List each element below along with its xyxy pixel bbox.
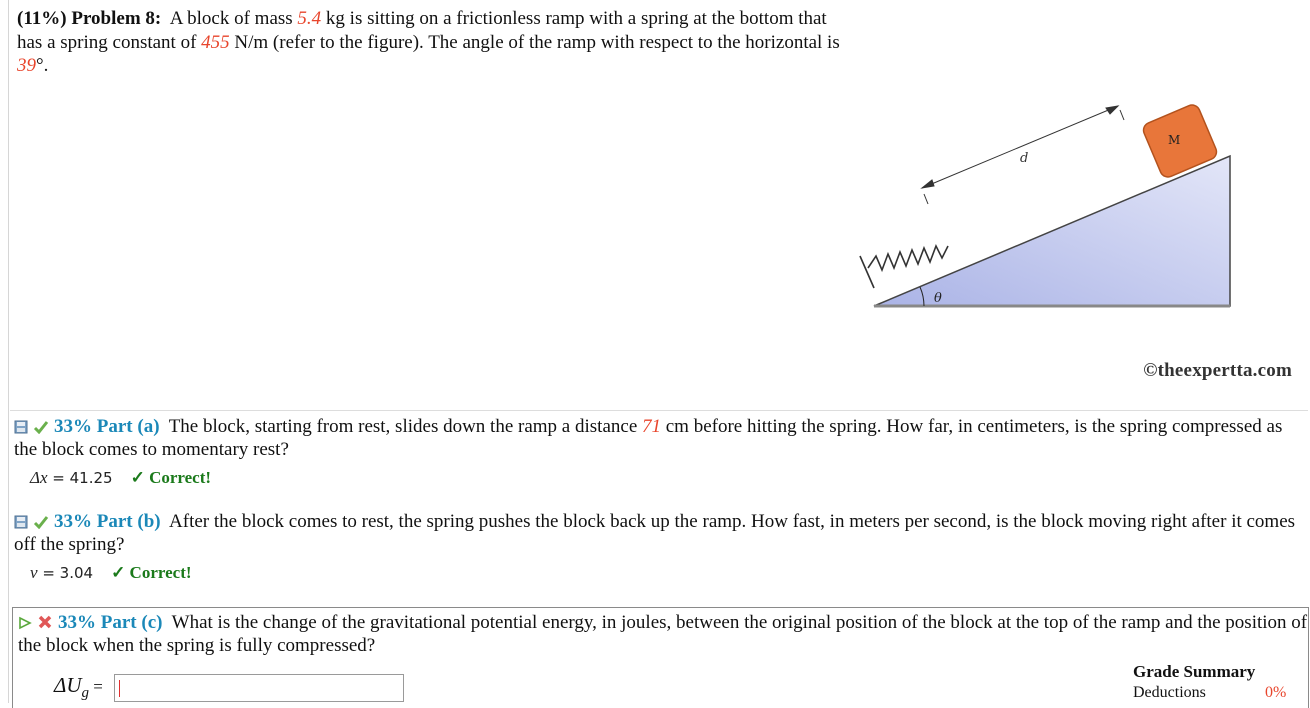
part-a xyxy=(14,415,1304,461)
problem-text-2: kg is sitting on a frictionless ramp with a spring at the bottom that has a spring constant of xyxy=(17,8,827,53)
check-icon xyxy=(33,515,49,529)
part-b-answer xyxy=(30,563,192,583)
part-b-correct: ✓ Correct! xyxy=(111,563,192,582)
part-b-answer-value: = 3.04 xyxy=(37,564,94,582)
mass-value: 5.4 xyxy=(297,8,322,29)
part-a-correct: ✓ Correct! xyxy=(130,468,212,487)
text-cursor xyxy=(119,680,120,697)
spring-constant-value: 455 xyxy=(201,31,230,53)
angle-label: θ xyxy=(934,291,942,306)
deductions-label: Deductions xyxy=(1133,684,1206,701)
separator xyxy=(10,410,1308,411)
problem-header: (11%) Problem 8: xyxy=(17,8,162,29)
part-a-distance: 71 xyxy=(642,416,661,437)
part-b-text: After the block comes to rest, the spring pushes the block back up the ramp. How fast, in meters per second, is the block moving right after it comes off the spring? xyxy=(14,511,1296,555)
part-c xyxy=(18,611,1308,657)
part-b xyxy=(14,510,1304,556)
problem-statement xyxy=(17,7,847,78)
part-a-text-2: cm before hitting the spring. How far, in centimeters, is the spring compressed as the block comes to momentary rest? xyxy=(14,416,1283,460)
part-c-text: What is the change of the gravitational potential energy, in joules, between the original position of the block at the top of the ramp and the position of the block when the spring is fully compressed? xyxy=(18,612,1308,656)
part-b-answer-var: v xyxy=(30,563,38,582)
check-icon xyxy=(33,420,49,434)
play-arrow-icon[interactable] xyxy=(18,616,32,630)
cross-icon xyxy=(37,614,53,630)
ramp-figure xyxy=(848,96,1248,326)
save-icon[interactable] xyxy=(14,420,28,434)
ramp xyxy=(874,156,1230,306)
problem-text-4: °. xyxy=(36,55,49,76)
problem-text-1: A block of mass xyxy=(169,8,298,29)
save-icon[interactable] xyxy=(14,515,28,529)
angle-value: 39 xyxy=(17,55,36,76)
part-a-heading[interactable]: 33% Part (a) xyxy=(54,416,160,437)
part-a-answer xyxy=(30,468,211,488)
part-a-answer-value: = 41.25 xyxy=(47,469,113,487)
copyright: ©theexpertta.com xyxy=(1143,360,1292,381)
part-c-input-label xyxy=(54,673,103,702)
deductions-value: 0% xyxy=(1265,684,1287,701)
part-a-answer-var: Δx xyxy=(30,468,48,487)
delta-u-label: ΔU xyxy=(54,673,82,697)
part-c-heading[interactable]: 33% Part (c) xyxy=(58,612,163,633)
distance-label: d xyxy=(1020,151,1029,166)
delta-u-subscript: g xyxy=(81,685,89,702)
equals-sign: = xyxy=(89,677,103,696)
part-a-text-1: The block, starting from rest, slides down the ramp a distance xyxy=(168,416,642,437)
part-c-answer-input[interactable] xyxy=(114,674,404,702)
part-b-heading[interactable]: 33% Part (b) xyxy=(54,511,161,532)
problem-text-3: N/m (refer to the figure). The angle of the ramp with respect to the horizontal is xyxy=(229,31,840,53)
block-label: M xyxy=(1168,133,1181,147)
grade-summary-title: Grade Summary xyxy=(1133,662,1256,681)
